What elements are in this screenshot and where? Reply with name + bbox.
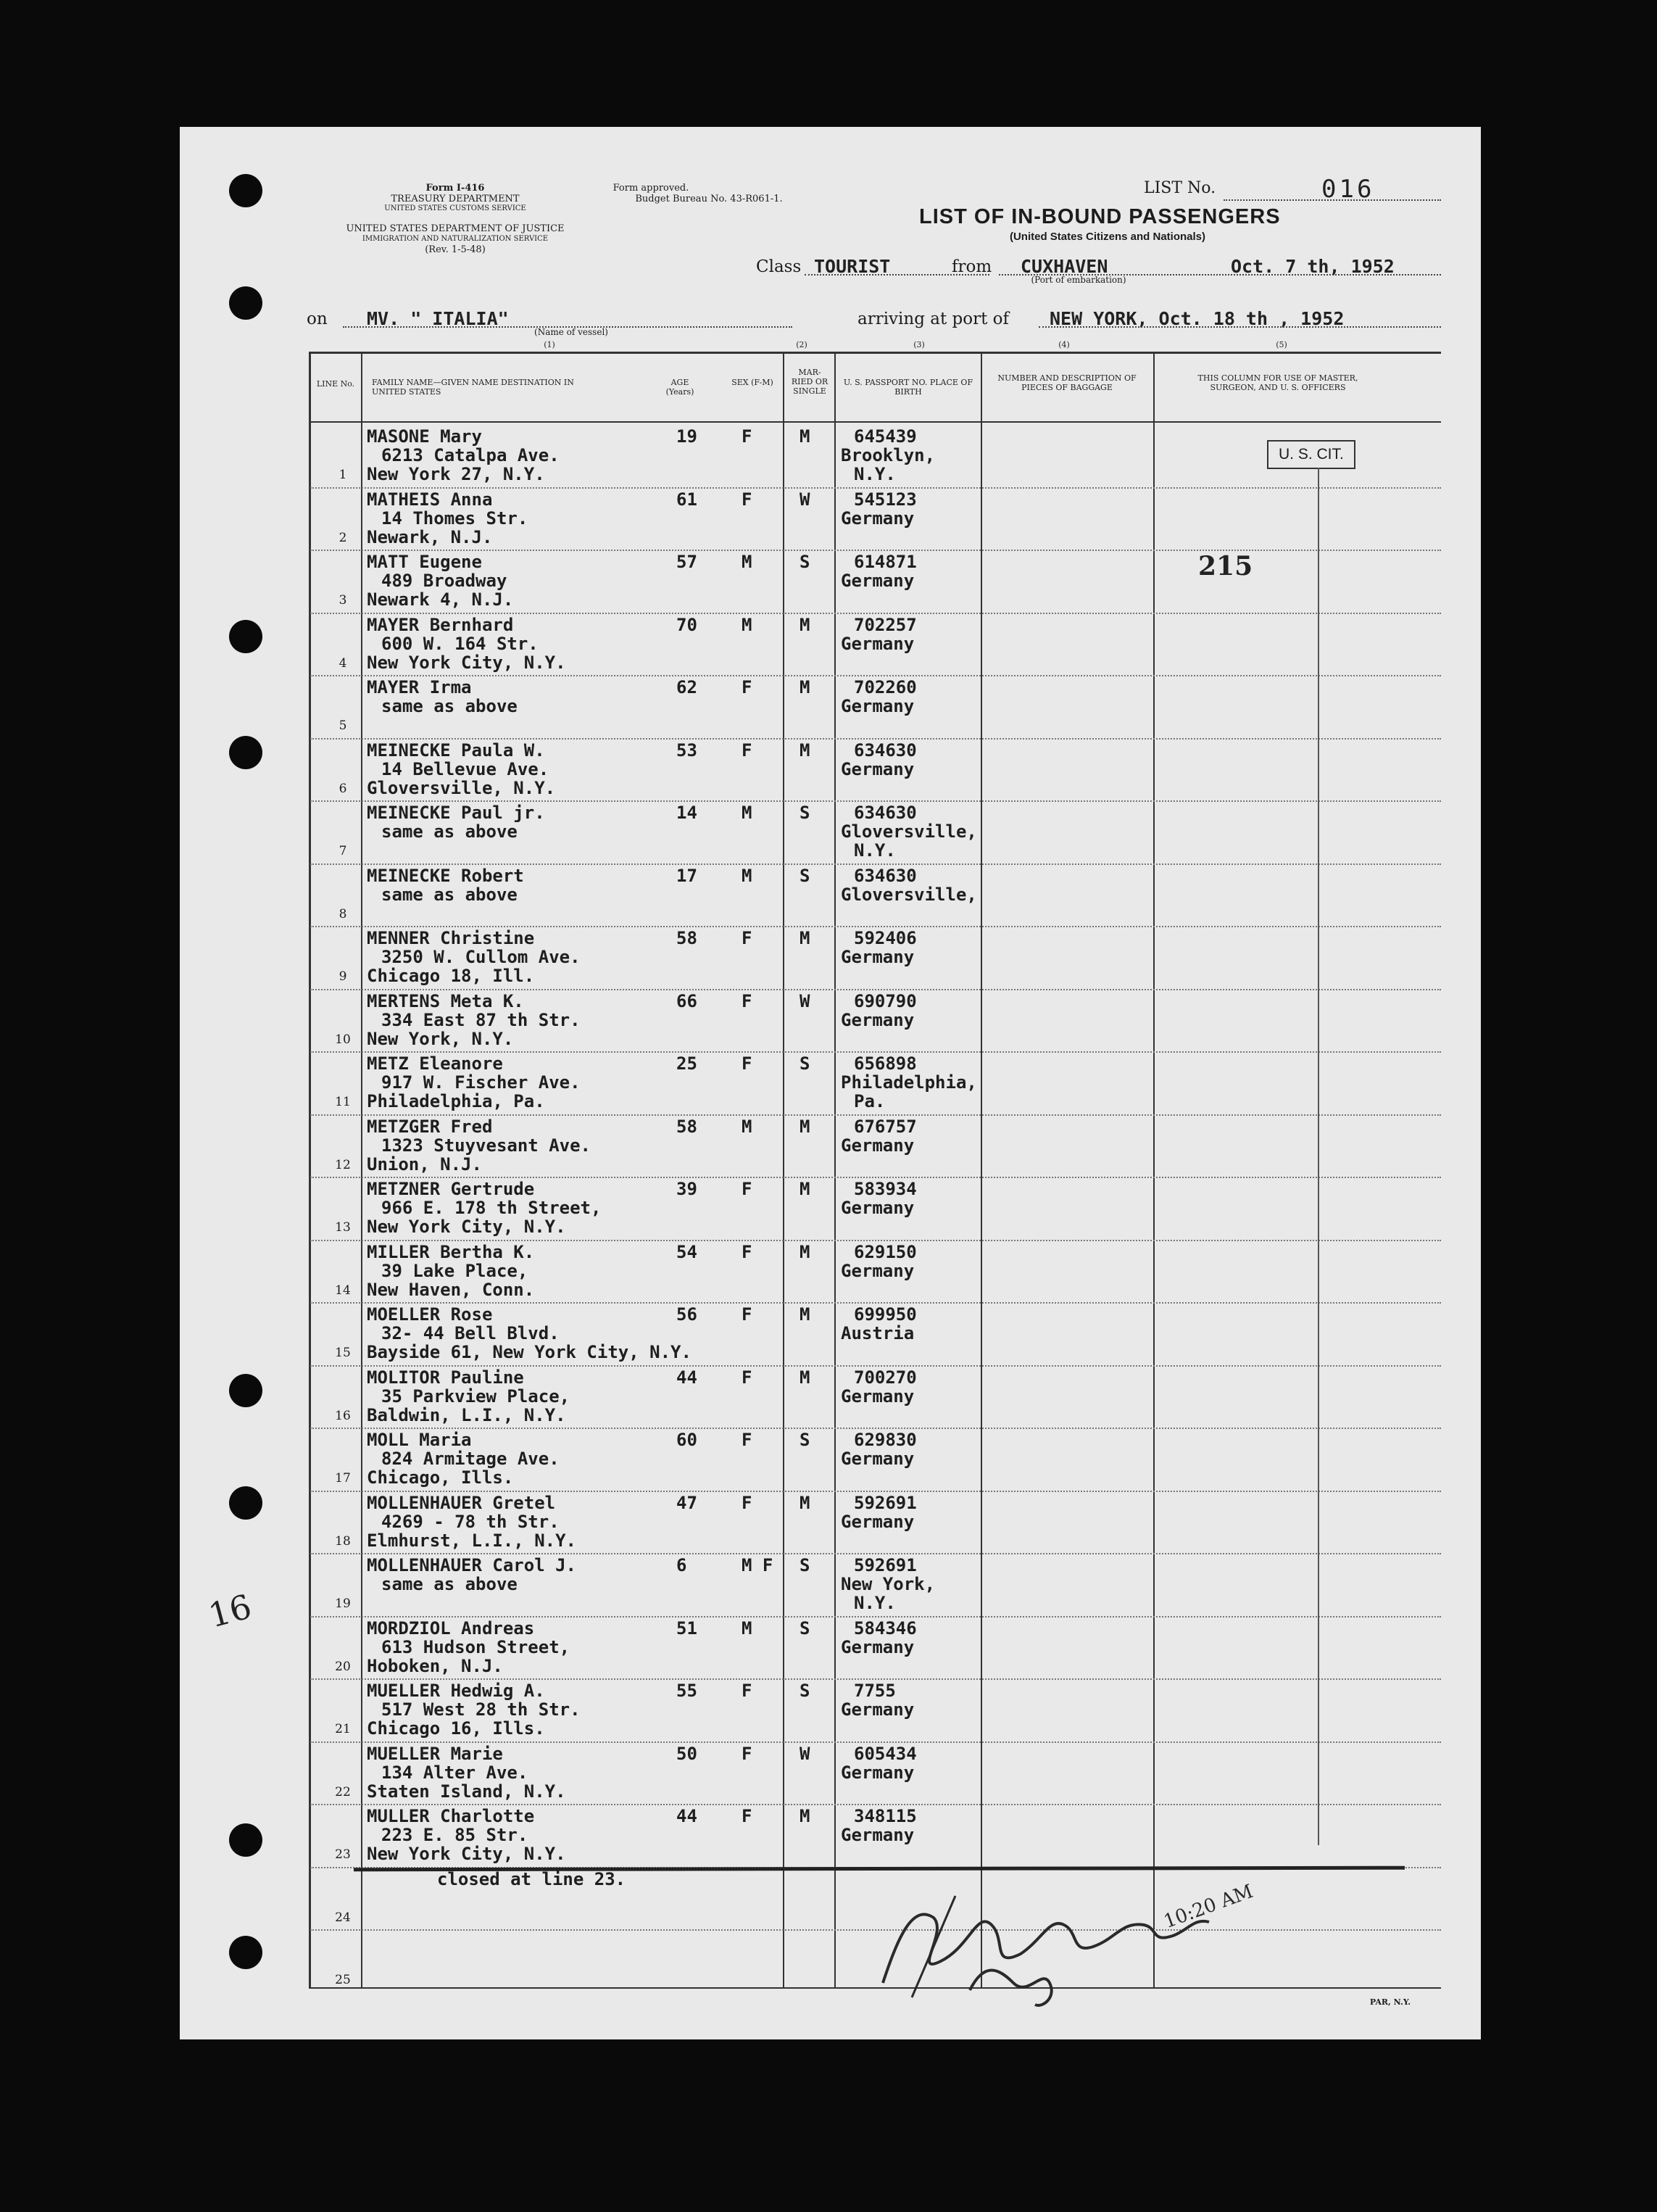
passenger-address-1: 134 Alter Ave. [381, 1762, 528, 1783]
passport-number: 634630 [854, 803, 917, 823]
line-number: 23 [335, 1847, 351, 1862]
passenger-marital: M [800, 1304, 810, 1325]
line-number: 3 [339, 593, 347, 608]
line-number: 2 [339, 530, 347, 545]
passenger-address-1: 489 Broadway [381, 571, 507, 591]
passenger-address-2: Baldwin, L.I., N.Y. [367, 1404, 566, 1425]
passenger-age: 6 [676, 1555, 687, 1575]
row-divider [310, 613, 1441, 614]
passenger-marital: M [800, 1367, 810, 1388]
header-passport: U. S. PASSPORT NO. PLACE OF BIRTH [843, 378, 973, 397]
passport-number: 699950 [854, 1304, 917, 1325]
passenger-sex: F [742, 1806, 752, 1826]
passenger-address-1: 917 W. Fischer Ave. [381, 1072, 581, 1093]
passenger-sex: F [742, 1367, 752, 1388]
passport-number: 584346 [854, 1617, 917, 1639]
passenger-name: MOLLENHAUER Gretel [367, 1492, 556, 1513]
manifest-page [180, 127, 1481, 2039]
passenger-sex: F [742, 489, 752, 510]
birth-place-1: Germany [841, 1449, 915, 1469]
passenger-age: 39 [676, 1179, 697, 1199]
passenger-sex: F [742, 990, 752, 1011]
row-divider [310, 550, 1441, 551]
birth-place-2: Pa. [854, 1091, 886, 1111]
row-divider [310, 1302, 1441, 1304]
passenger-address-1: 334 East 87 th Str. [381, 1009, 581, 1030]
signature-time: 10:20 AM [1160, 1880, 1256, 1934]
birth-place-1: Germany [841, 1699, 915, 1720]
passenger-age: 56 [676, 1304, 697, 1325]
passenger-address-2: New York City, N.Y. [367, 1217, 566, 1237]
passenger-age: 25 [676, 1053, 697, 1074]
passenger-sex: M F [742, 1555, 773, 1575]
row-divider [310, 1678, 1441, 1680]
line-number: 12 [335, 1157, 351, 1172]
passenger-sex: F [742, 740, 752, 761]
passenger-age: 62 [676, 677, 697, 697]
passport-number: 583934 [854, 1179, 917, 1199]
passenger-name: MATT Eugene [367, 552, 482, 572]
passenger-sex: F [742, 1430, 752, 1450]
passenger-address-1: 4269 - 78 th Str. [381, 1511, 560, 1532]
passenger-marital: S [800, 1430, 810, 1450]
revision: (Rev. 1-5-48) [425, 244, 486, 255]
birth-place-1: Brooklyn, [841, 445, 936, 465]
passenger-address-2: Hoboken, N.J. [367, 1655, 503, 1676]
line-number: 6 [339, 781, 347, 796]
passenger-name: MOELLER Rose [367, 1304, 493, 1325]
arriving-label: arriving at port of [857, 310, 1009, 328]
passenger-name: MUELLER Hedwig A. [367, 1681, 545, 1701]
passenger-marital: M [800, 426, 810, 447]
punch-hole [229, 1374, 262, 1407]
birth-place-1: Germany [841, 1636, 915, 1657]
row-divider [310, 863, 1441, 865]
class-value: TOURIST [814, 256, 891, 277]
inspector-signature [868, 1852, 1274, 2012]
vessel-name: MV. " ITALIA" [367, 308, 509, 329]
row-divider [310, 1051, 1441, 1053]
passport-number: 690790 [854, 990, 917, 1011]
line-number: 5 [339, 718, 347, 733]
passport-number: 592406 [854, 928, 917, 948]
passenger-marital: M [800, 1806, 810, 1826]
passenger-age: 57 [676, 552, 697, 572]
passenger-address-1: same as above [381, 884, 518, 905]
passenger-address-2: Bayside 61, New York City, N.Y. [367, 1342, 692, 1362]
passenger-name: MULLER Charlotte [367, 1806, 535, 1826]
passenger-marital: S [800, 1681, 810, 1701]
birth-place-1: New York, [841, 1574, 936, 1594]
passenger-address-2: Elmhurst, L.I., N.Y. [367, 1530, 576, 1551]
passenger-name: MEINECKE Paul jr. [367, 803, 545, 823]
passport-number: 702257 [854, 614, 917, 635]
passport-number: 614871 [854, 552, 917, 572]
passenger-sex: F [742, 1241, 752, 1262]
row-divider [310, 1804, 1441, 1805]
passenger-name: METZ Eleanore [367, 1053, 503, 1074]
page-title: LIST OF IN-BOUND PASSENGERS [919, 205, 1281, 228]
passenger-address-2: New York City, N.Y. [367, 1844, 566, 1864]
list-no-line [1224, 199, 1441, 201]
arrival-line [1039, 326, 1441, 328]
passenger-sex: M [742, 552, 752, 572]
passenger-marital: S [800, 552, 810, 572]
passenger-address-2: New Haven, Conn. [367, 1279, 535, 1300]
customs-service: UNITED STATES CUSTOMS SERVICE [384, 204, 526, 212]
embark-port: CUXHAVEN [1021, 256, 1108, 277]
officer-number: 215 [1198, 551, 1253, 581]
row-divider [310, 1616, 1441, 1617]
col-border-left [309, 352, 311, 1989]
birth-place-1: Germany [841, 1511, 915, 1532]
passenger-marital: M [800, 1116, 810, 1137]
passenger-marital: M [800, 1492, 810, 1513]
passenger-marital: W [800, 489, 810, 510]
passenger-name: MEINECKE Paula W. [367, 740, 545, 761]
passenger-marital: M [800, 928, 810, 948]
birth-place-2: N.Y. [854, 1593, 896, 1613]
passenger-name: MILLER Bertha K. [367, 1241, 535, 1262]
passenger-name: MENNER Christine [367, 928, 535, 948]
passenger-name: MOLITOR Pauline [367, 1367, 524, 1388]
passenger-sex: F [742, 1743, 752, 1764]
passenger-address-2: New York 27, N.Y. [367, 464, 545, 484]
birth-place-1: Germany [841, 947, 915, 967]
punch-hole [229, 174, 262, 207]
passenger-address-1: 3250 W. Cullom Ave. [381, 947, 581, 967]
passenger-age: 60 [676, 1430, 697, 1450]
passenger-address-2: New York City, N.Y. [367, 652, 566, 673]
passenger-name: MUELLER Marie [367, 1743, 503, 1764]
passenger-age: 53 [676, 740, 697, 761]
col-border-baggage [1153, 352, 1155, 1989]
passenger-name: MEINECKE Robert [367, 865, 524, 886]
passenger-sex: F [742, 1492, 752, 1513]
punch-hole [229, 620, 262, 653]
line-number: 8 [339, 906, 347, 921]
passenger-address-1: 35 Parkview Place, [381, 1385, 570, 1407]
passenger-name: MASONE Mary [367, 426, 482, 447]
row-divider [310, 1365, 1441, 1367]
passenger-age: 58 [676, 1116, 697, 1137]
passenger-name: METZGER Fred [367, 1116, 493, 1137]
passenger-marital: S [800, 865, 810, 886]
col-num-2: (2) [796, 340, 807, 349]
line-number: 1 [339, 468, 347, 482]
line-number: 17 [335, 1471, 351, 1486]
header-married: MAR-RIED OR SINGLE [791, 368, 828, 396]
row-divider [310, 1741, 1441, 1743]
birth-place-1: Germany [841, 1385, 915, 1407]
vessel-caption: (Name of vessel) [534, 327, 608, 337]
birth-place-1: Germany [841, 1825, 915, 1845]
col-num-1: (1) [544, 340, 555, 349]
passenger-address-1: 223 E. 85 Str. [381, 1825, 528, 1845]
on-label: on [307, 310, 328, 328]
row-divider [310, 1428, 1441, 1429]
birth-place-1: Germany [841, 571, 915, 591]
row-divider [310, 926, 1441, 927]
passenger-marital: W [800, 990, 810, 1011]
row-divider [310, 989, 1441, 990]
table-top-border [309, 352, 1441, 354]
col-border-married [834, 352, 836, 1989]
header-line-no: LINE No. [316, 379, 355, 389]
line-number: 16 [335, 1408, 351, 1423]
birth-place-1: Germany [841, 1260, 915, 1281]
passenger-name: MORDZIOL Andreas [367, 1617, 535, 1639]
birth-place-1: Germany [841, 696, 915, 716]
passenger-age: 55 [676, 1681, 697, 1701]
passenger-address-1: 824 Armitage Ave. [381, 1449, 560, 1469]
line-number: 19 [335, 1596, 351, 1611]
passenger-name: MOLL Maria [367, 1430, 472, 1450]
passenger-address-2: New York, N.Y. [367, 1028, 514, 1049]
line-number: 20 [335, 1659, 351, 1674]
ins-service: IMMIGRATION AND NATURALIZATION SERVICE [362, 235, 549, 243]
passenger-address-1: 14 Bellevue Ave. [381, 758, 549, 779]
passenger-sex: M [742, 614, 752, 635]
from-label: from [952, 257, 992, 276]
passenger-age: 51 [676, 1617, 697, 1639]
birth-place-1: Gloversville, [841, 884, 977, 905]
row-divider [310, 1177, 1441, 1178]
line-number: 4 [339, 655, 347, 671]
line-number: 18 [335, 1533, 351, 1549]
row-divider [310, 1553, 1441, 1554]
punch-hole [229, 736, 262, 769]
list-no-value: 016 [1321, 175, 1375, 204]
passenger-age: 17 [676, 865, 697, 886]
line-number: 25 [335, 1973, 351, 1987]
passenger-name: MOLLENHAUER Carol J. [367, 1555, 576, 1575]
line-number: 10 [335, 1032, 351, 1047]
header-age: AGE (Years) [665, 378, 694, 397]
passenger-marital: W [800, 1743, 810, 1764]
passport-number: 645439 [854, 426, 917, 447]
passport-number: 629150 [854, 1241, 917, 1262]
col-num-3: (3) [913, 340, 925, 349]
passport-number: 605434 [854, 1743, 917, 1764]
row-divider [310, 487, 1441, 489]
line-number: 7 [339, 844, 347, 858]
page-subtitle: (United States Citizens and Nationals) [1009, 231, 1206, 243]
passenger-marital: M [800, 1179, 810, 1199]
passenger-marital: M [800, 1241, 810, 1262]
treasury-dept: TREASURY DEPARTMENT [391, 194, 520, 204]
passenger-address-1: 966 E. 178 th Street, [381, 1198, 602, 1218]
passenger-sex: F [742, 1304, 752, 1325]
passenger-address-2: Newark, N.J. [367, 526, 493, 547]
birth-place-2: N.Y. [854, 840, 896, 861]
passenger-age: 14 [676, 803, 697, 823]
embark-caption: (Port of embarkation) [1031, 275, 1126, 285]
printer-mark: PAR, N.Y. [1369, 1997, 1411, 2007]
row-divider [310, 1114, 1441, 1116]
passport-number: 702260 [854, 677, 917, 697]
passenger-marital: M [800, 740, 810, 761]
passenger-address-2: Staten Island, N.Y. [367, 1781, 566, 1802]
passenger-name: MAYER Irma [367, 677, 472, 697]
passenger-sex: M [742, 1116, 752, 1137]
passenger-name: METZNER Gertrude [367, 1179, 535, 1199]
birth-place-1: Germany [841, 758, 915, 779]
passport-number: 634630 [854, 865, 917, 886]
passenger-sex: F [742, 1053, 752, 1074]
passenger-sex: M [742, 865, 752, 886]
row-divider [310, 738, 1441, 740]
header-name: FAMILY NAME—GIVEN NAME DESTINATION IN UNITED STATES [372, 378, 574, 397]
passenger-age: 58 [676, 928, 697, 948]
table-header-border [309, 421, 1441, 423]
passenger-address-2: Chicago 18, Ill. [367, 966, 535, 986]
passenger-address-2: Gloversville, N.Y. [367, 777, 556, 798]
passenger-age: 44 [676, 1806, 697, 1826]
row-divider [310, 1491, 1441, 1492]
line-number: 14 [335, 1283, 351, 1298]
passenger-address-1: 517 West 28 th Str. [381, 1699, 581, 1720]
arrival-info: NEW YORK, Oct. 18 th , 1952 [1050, 308, 1345, 329]
birth-place-1: Austria [841, 1323, 915, 1343]
passport-number: 545123 [854, 489, 917, 510]
passenger-sex: F [742, 426, 752, 447]
passport-number: 348115 [854, 1806, 917, 1826]
passenger-address-2: Chicago, Ills. [367, 1467, 514, 1488]
passport-number: 592691 [854, 1555, 917, 1575]
form-number: Form I-416 [425, 183, 485, 194]
closing-note: closed at line 23. [437, 1869, 626, 1889]
passenger-address-1: 1323 Stuyvesant Ave. [381, 1135, 591, 1156]
passenger-age: 66 [676, 990, 697, 1011]
passenger-sex: F [742, 677, 752, 697]
passenger-name: MAYER Bernhard [367, 614, 514, 635]
header-sex: SEX (F-M) [731, 378, 773, 387]
passenger-sex: M [742, 803, 752, 823]
passenger-address-2: Union, N.J. [367, 1153, 482, 1175]
row-divider [310, 675, 1441, 676]
col-border-name [783, 352, 784, 1989]
passenger-address-1: 6213 Catalpa Ave. [381, 445, 560, 465]
passenger-address-1: same as above [381, 696, 518, 716]
list-no-label: LIST No. [1144, 179, 1216, 197]
passenger-marital: S [800, 1555, 810, 1575]
us-citizen-stamp: U. S. CIT. [1267, 440, 1355, 469]
col-border-line [361, 352, 362, 1989]
passenger-age: 19 [676, 426, 697, 447]
punch-hole [229, 286, 262, 320]
passport-number: 629830 [854, 1430, 917, 1450]
line-number: 13 [335, 1220, 351, 1235]
passenger-name: MERTENS Meta K. [367, 990, 524, 1011]
passport-number: 634630 [854, 740, 917, 761]
line-number: 9 [339, 969, 347, 984]
line-number: 21 [335, 1722, 351, 1736]
passenger-address-1: same as above [381, 821, 518, 842]
punch-hole [229, 1486, 262, 1520]
line-number: 22 [335, 1784, 351, 1799]
passport-number: 7755 [854, 1681, 896, 1701]
passenger-age: 54 [676, 1241, 697, 1262]
col-num-5: (5) [1276, 340, 1287, 349]
col-border-passport [981, 352, 982, 1989]
header-baggage: NUMBER AND DESCRIPTION OF PIECES OF BAGGAGE [997, 373, 1137, 392]
header-officers: THIS COLUMN FOR USE OF MASTER, SURGEON, AND U. S. OFFICERS [1197, 373, 1358, 392]
line-number: 15 [335, 1346, 351, 1360]
passenger-address-1: 39 Lake Place, [381, 1260, 528, 1281]
officer-ditto-line [1318, 468, 1319, 1845]
embark-date: Oct. 7 th, 1952 [1231, 256, 1395, 277]
passport-number: 592691 [854, 1492, 917, 1513]
passenger-address-1: 600 W. 164 Str. [381, 633, 539, 654]
budget-bureau: Budget Bureau No. 43-R061-1. [635, 194, 783, 204]
passenger-marital: S [800, 803, 810, 823]
birth-place-1: Germany [841, 508, 915, 529]
birth-place-1: Gloversville, [841, 821, 977, 842]
birth-place-1: Germany [841, 633, 915, 654]
passenger-address-1: 32- 44 Bell Blvd. [381, 1323, 560, 1343]
passenger-age: 61 [676, 489, 697, 510]
passenger-marital: M [800, 677, 810, 697]
passport-number: 656898 [854, 1053, 917, 1074]
birth-place-1: Germany [841, 1009, 915, 1030]
passenger-address-1: 14 Thomes Str. [381, 508, 528, 529]
passenger-address-2: Philadelphia, Pa. [367, 1091, 545, 1111]
birth-place-1: Germany [841, 1135, 915, 1156]
class-label: Class [756, 257, 802, 276]
passenger-marital: S [800, 1053, 810, 1074]
passenger-age: 70 [676, 614, 697, 635]
col-num-4: (4) [1058, 340, 1070, 349]
passenger-marital: S [800, 1617, 810, 1639]
passenger-sex: F [742, 928, 752, 948]
line-number: 11 [335, 1095, 351, 1109]
passenger-address-1: same as above [381, 1574, 518, 1594]
passenger-name: MATHEIS Anna [367, 489, 493, 510]
passport-number: 700270 [854, 1367, 917, 1388]
passenger-address-1: 613 Hudson Street, [381, 1636, 570, 1657]
passenger-age: 50 [676, 1743, 697, 1764]
birth-place-1: Philadelphia, [841, 1072, 977, 1093]
row-divider [310, 800, 1441, 802]
punch-hole [229, 1823, 262, 1857]
form-approved: Form approved. [612, 183, 689, 194]
passenger-marital: M [800, 614, 810, 635]
passenger-address-2: Chicago 16, Ills. [367, 1718, 545, 1739]
justice-dept: UNITED STATES DEPARTMENT OF JUSTICE [346, 223, 565, 234]
passenger-age: 47 [676, 1492, 697, 1513]
birth-place-1: Germany [841, 1762, 915, 1783]
passenger-age: 44 [676, 1367, 697, 1388]
margin-note: 16 [204, 1586, 256, 1636]
passenger-sex: F [742, 1179, 752, 1199]
passenger-address-2: Newark 4, N.J. [367, 589, 514, 610]
birth-place-1: Germany [841, 1198, 915, 1218]
passport-number: 676757 [854, 1116, 917, 1137]
punch-hole [229, 1936, 262, 1969]
birth-place-2: N.Y. [854, 464, 896, 484]
line-number: 24 [335, 1910, 351, 1925]
row-divider [310, 1240, 1441, 1241]
passenger-sex: M [742, 1617, 752, 1639]
passenger-sex: F [742, 1681, 752, 1701]
